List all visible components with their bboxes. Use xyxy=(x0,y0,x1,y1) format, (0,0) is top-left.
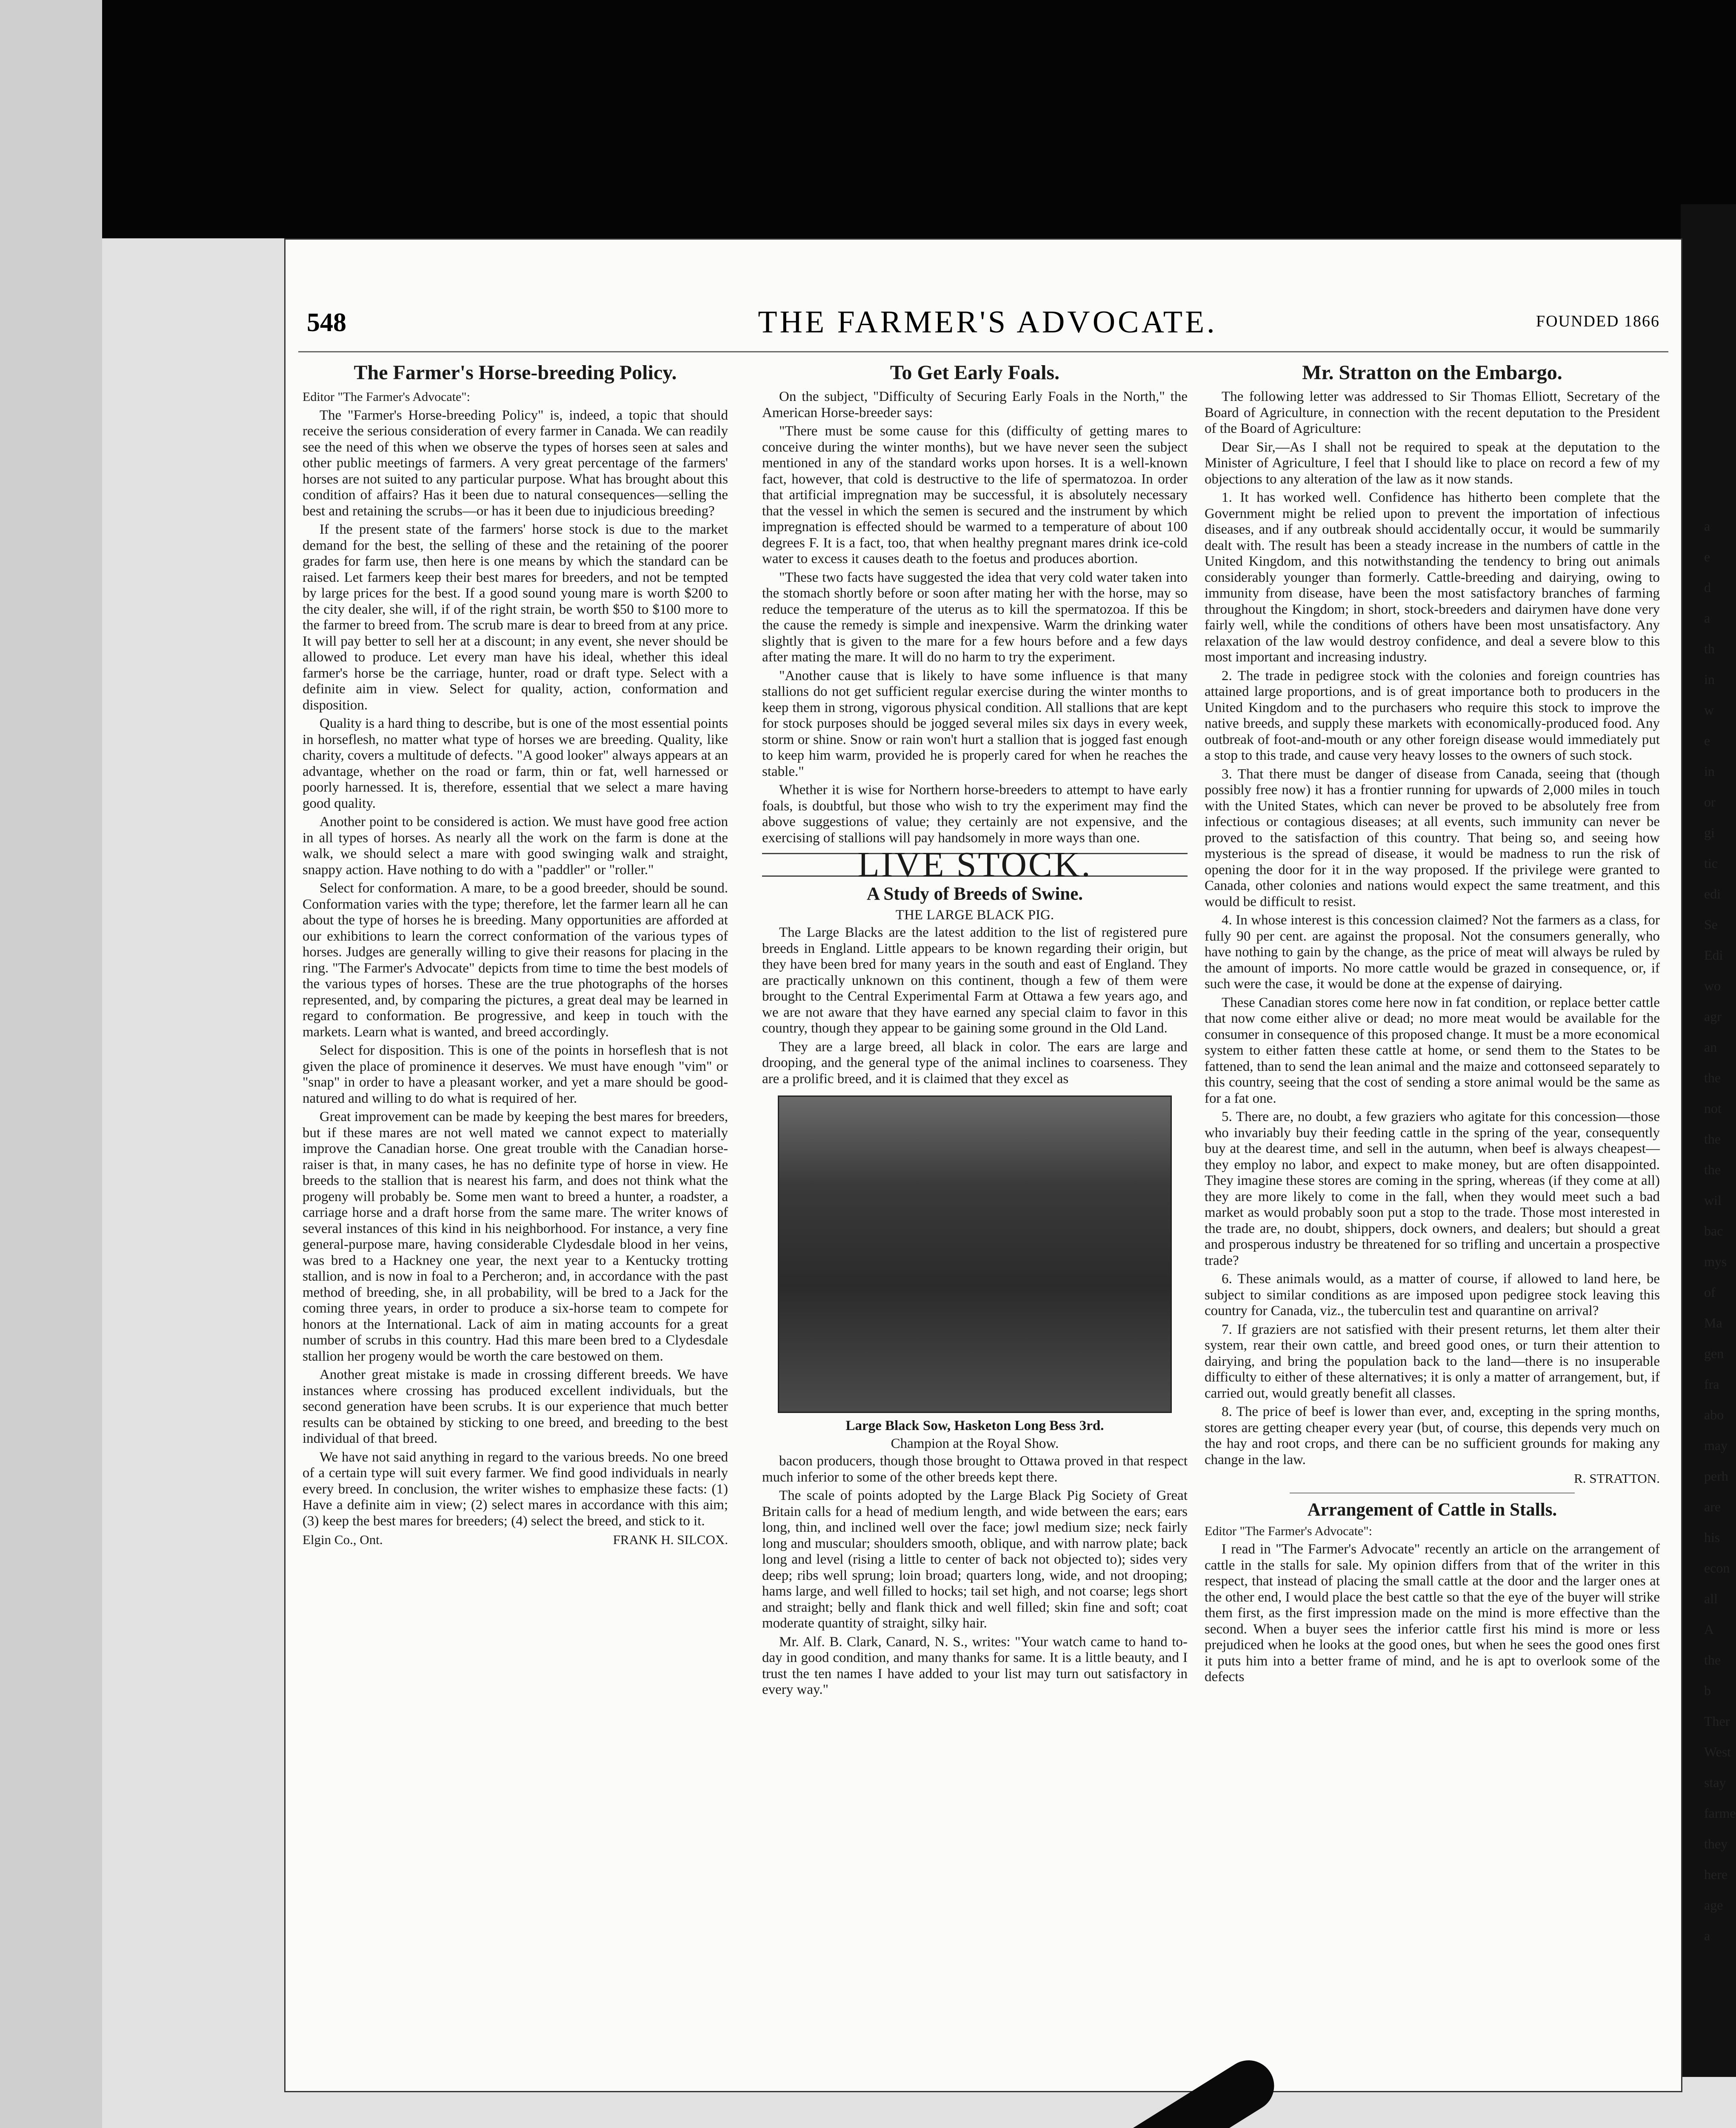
place: Elgin Co., Ont. xyxy=(303,1532,383,1547)
paragraph: 7. If graziers are not satisfied with their present returns, let them alter their system, rear their own cattle, and breed good ones, or turn their attention to dairying, and bring the population back to the land—there is no insuperable difficulty to either of these alternatives; it is only a matter of arrangement, but, if carried out, would greatly benefit all classes. xyxy=(1205,1321,1660,1401)
paragraph: "These two facts have suggested the idea that very cold water taken into the stomach shortly before or soon after mating her with the horse, may so reduce the temperature of the uterus as to kill the spermatozoa. If this be the cause the remedy is simple and inexpensive. Warm the drinking water slightly that is given to the mare for a few hours before and a few days after mating the mare. It will do no harm to try the experiment. xyxy=(762,569,1188,665)
paragraph: Mr. Alf. B. Clark, Canard, N. S., writes: "Your watch came to hand to-day in good condition, and many thanks for same. It is a little beauty, and I trust the ten names I have added to your list may turn out satisfactory in every way." xyxy=(762,1634,1188,1697)
paragraph: These Canadian stores come here now in fat condition, or replace better cattle that now come either alive or dead; no more meat would be available for the consumer in consequence of this proposed change. It must be a more economical system to either fatten these cattle at home, or send them to the States to be fattened, than to send the lean animal and the maize and cottonseed separately to this country, seeing that the cost of sending a store animal would be the same as for a fat one. xyxy=(1205,995,1660,1106)
paragraph: "There must be some cause for this (difficulty of getting mares to conceive during the winter months), but we have never seen the subject mentioned in any of the standard works upon horses. It is a well-known fact, however, that cold is destructive to the life of spermatozoa. In order that artificial impregnation may be successful, it is absolutely necessary that the vessel in which the semen is secured and the instrument by which impregnation is effected should be warmed to a temperature of about 100 degrees F. It is a fact, too, that when healthy pregnant mares drink ice-cold water to excess it causes death to the foetus and produces abortion. xyxy=(762,423,1188,566)
fragment: a xyxy=(1704,518,1710,534)
fragment: tic xyxy=(1704,855,1718,871)
fragment: d xyxy=(1704,580,1711,595)
fragment: econ xyxy=(1704,1560,1730,1576)
fragment: they xyxy=(1704,1836,1728,1851)
fragment: of xyxy=(1704,1284,1716,1300)
paragraph: 6. These animals would, as a matter of course, if allowed to land here, be subject to similar conditions as are imposed upon pedigree stock leaving this country for Canada, viz., the tuberculin test and quarantine on arrival? xyxy=(1205,1271,1660,1319)
article-subtitle: THE LARGE BLACK PIG. xyxy=(895,907,1054,923)
fragment: are xyxy=(1704,1499,1721,1514)
article-title: The Farmer's Horse-breeding Policy. xyxy=(354,361,677,384)
fragment: a xyxy=(1704,1928,1710,1943)
left-margin xyxy=(0,0,102,2128)
fragment: edi xyxy=(1704,886,1721,901)
fragment: perh xyxy=(1704,1468,1728,1484)
paragraph: 4. In whose interest is this concession claimed? Not the farmers as a class, for fully 90 per cent. are against the proposal. Not the consumers generally, who have nothing to gain by the change, as the price of meat will always be ruled by the amount of imports. No more cattle would be grazed in consequence, or, if such were the case, it would be done at the expense of dairying. xyxy=(1205,912,1660,992)
paragraph: bacon producers, though those brought to Ottawa proved in that respect much inferior to some of the other breeds kept there. xyxy=(762,1453,1188,1485)
paragraph: If the present state of the farmers' horse stock is due to the market demand for the best, the selling of these and the retaining of the poorer grades for farm use, then here is one means by which the standard can be raised. Let farmers keep their best mares for breeders, and not be tempted by large prices for the best. If a good sound young mare is worth $200 to the city dealer, she will, if of the right strain, be worth $50 to $100 more to the farmer to breed from. The scrub mare is dear to breed from at any price. It will pay better to sell her at a discount; in any event, she never should be allowed to produce. Let every man have his ideal, whether this ideal farmer's horse be the carriage, hunter, road or draft type. Select with a definite aim in view. Select for quality, action, conformation and disposition. xyxy=(303,522,728,713)
fragment: wo xyxy=(1704,978,1721,993)
paragraph: Quality is a hard thing to describe, but is one of the most essential points in horseflesh, no matter what type of horses we are breeding. Quality, like charity, covers a multitude of defects. "A good looker" always appears at an advantage, whether on the road or farm, thin or fat, well harnessed or poorly harnessed. It is, therefore, essential that we select a mare having good quality. xyxy=(303,716,728,811)
founded-note: FOUNDED 1866 xyxy=(1536,312,1660,330)
fragment: all xyxy=(1704,1591,1718,1606)
paragraph: I read in "The Farmer's Advocate" recently an article on the arrangement of cattle in the stalls for sale. My opinion differs from that of the writer in this respect, that instead of placing the small cattle at the door and the larger ones at the other end, I would place the best cattle so that the eye of the buyer will strike them first, as the first impression made on the mind is more effective than the second. When a buyer sees the inferior cattle first his mind is more or less prejudiced when he looks at the good ones, but when he sees the good ones first it puts him into a better frame of mind, and he is apt to overlook some of the defects xyxy=(1205,1542,1660,1685)
paragraph: The following letter was addressed to Sir Thomas Elliott, Secretary of the Board of Agriculture, in connection with the recent deputation to the President of the Board of Agriculture: xyxy=(1205,389,1660,436)
fragment: or xyxy=(1704,794,1716,809)
fragment: here xyxy=(1704,1867,1728,1882)
fragment: Ther xyxy=(1704,1713,1730,1729)
paragraph: On the subject, "Difficulty of Securing Early Foals in the North," the American Horse-breeder says: xyxy=(762,389,1188,420)
paragraph: 5. There are, no doubt, a few graziers who agitate for this concession—those who invariably buy their feeding cattle in the spring of the year, consequently buy at the dearest time, and sell in the autumn, when beef is always cheapest—they employ no labor, and expect to make money, but are often disappointed. They imagine these stores are coming in the spring, whereas (if they come at all) they are more likely to come in the fall, when they would meet such a bad market as would probably soon put a stop to the trade. Those most interested in the trade are, no doubt, shippers, dock owners, and dealers; but should a great and prosperous industry be threatened for so trifling and uncertain a prospective trade? xyxy=(1205,1109,1660,1268)
scan-top-shadow xyxy=(102,0,1736,238)
section-heading: LIVE STOCK. xyxy=(762,853,1188,877)
paragraph: They are a large breed, all black in color. The ears are large and drooping, and the general type of the animal inclines to coarseness. They are a prolific breed, and it is claimed that they excel as xyxy=(762,1039,1188,1087)
photo-caption: Large Black Sow, Hasketon Long Bess 3rd. xyxy=(845,1418,1104,1433)
column-early-foals xyxy=(762,361,1188,1701)
fragment: gi xyxy=(1704,825,1715,840)
fragment: fra xyxy=(1704,1376,1719,1392)
article-title: To Get Early Foals. xyxy=(890,361,1060,384)
paragraph: Another great mistake is made in crossing different breeds. We have instances where crossing has produced excellent individuals, but the second generation have been scrubs. It is our experience that much better results can be obtained by sticking to one breed, and breeding to the best individual of that breed. xyxy=(303,1367,728,1446)
fragment: mys xyxy=(1704,1254,1727,1269)
fragment: Edi xyxy=(1704,947,1723,963)
paragraph: Select for conformation. A mare, to be a good breeder, should be sound. Conformation varies with the type; therefore, let the farmer learn all he can about the type of horses he is breeding. Many opportunities are afforded at our exhibitions to learn the correct conformation of the various types of horses. Judges are generally willing to give their reasons for placing in the ring. "The Farmer's Advocate" depicts from time to time the best models of the various types of horses. These are the true photographs of the horses represented, and, by comparing the pictures, a great deal may be learned in regard to conformation. Be progressive, and keep in touch with the markets. Learn what is wanted, and breed accordingly. xyxy=(303,881,728,1040)
paragraph: Dear Sir,—As I shall not be required to speak at the deputation to the Minister of Agriculture, I feel that I should like to place on record a few of my objections to any alteration of the law as it now stands. xyxy=(1205,439,1660,487)
fragment: his xyxy=(1704,1530,1720,1545)
paragraph: 3. That there must be danger of disease from Canada, seeing that (though possibly free now) it has a frontier running for upwards of 2,000 miles in touch with the United States, which can never be proved to be absolutely free from infectious or contagious diseases; at all events, such immunity can never be proved to the satisfaction of this country. That being so, and seeing how mysterious is the spread of disease, it would be madness to run the risk of opening the door for it in the way proposed. If the privilege were granted to Canada, other colonies and nations would expect the same treatment, and this would be difficult to resist. xyxy=(1205,766,1660,910)
fragment: the xyxy=(1704,1652,1721,1668)
fragment: e xyxy=(1704,733,1710,748)
fragment: bac xyxy=(1704,1223,1723,1238)
photo-subcaption: Champion at the Royal Show. xyxy=(891,1436,1059,1451)
paragraph: Select for disposition. This is one of the points in horseflesh that is not given the place of prominence it deserves. We must have enough "vim" or "snap" in order to have a pleasant worker, and yet a mare should be good-natured and willing to do what is required of her. xyxy=(303,1043,728,1106)
page-number: 548 xyxy=(307,308,346,337)
paragraph: "Another cause that is likely to have some influence is that many stallions do not get sufficient regular exercise during the winter months to keep them in strong, vigorous physical condition. All stallions that are kept for stock purposes should be jogged several miles six days in every week, storm or shine. Snow or rain won't hurt a stallion that is jogged fast enough to keep him warm, provided he is properly cared for when he reaches the stable." xyxy=(762,668,1188,779)
column-horse-breeding xyxy=(303,361,728,1548)
fragment: stay xyxy=(1704,1775,1726,1790)
paragraph: 1. It has worked well. Confidence has hitherto been complete that the Government might be relied upon to prevent the importation of infectious diseases, and if any outbreak should accidentally occur, it would be summarily dealt with. The result has been a steady increase in the numbers of cattle in the United Kingdom, and this notwithstanding the tendency to bring out animals considerably younger than formerly. Cattle-breeding and dairying, owing to immunity from disease, have been the most satisfactory branches of farming throughout the Kingdom; in short, stock-breeders and dairymen have done very fairly well, while the conditions of others have been most unsatisfactory. Any relaxation of the law would destroy confidence, and deal a severe blow to this most important and increasing industry. xyxy=(1205,490,1660,665)
fragment: Ma xyxy=(1704,1315,1722,1330)
paragraph: 2. The trade in pedigree stock with the colonies and foreign countries has attained large proportions, and is of great importance both to producers in the United Kingdom and to the purchasers who require this stock to improve the native breeds, and supply these markets with economically-produced food. Any outbreak of foot-and-mouth or any other foreign disease would immediately put a stop to this trade, and cause very heavy losses to the owners of such stock. xyxy=(1205,668,1660,763)
fragment: in xyxy=(1704,672,1715,687)
fragment: the xyxy=(1704,1070,1721,1085)
page-header xyxy=(307,305,1660,346)
fragment: wil xyxy=(1704,1193,1722,1208)
newspaper-page xyxy=(284,238,1682,2092)
signature: FRANK H. SILCOX. xyxy=(613,1532,728,1547)
article-title: A Study of Breeds of Swine. xyxy=(866,884,1083,904)
fragment: Se xyxy=(1704,917,1718,932)
fragment: farme xyxy=(1704,1805,1736,1821)
fragment: in xyxy=(1704,764,1715,779)
sow-photograph xyxy=(778,1095,1172,1413)
signature-line xyxy=(303,1532,728,1548)
fragment: A xyxy=(1704,1622,1714,1637)
fragment: e xyxy=(1704,549,1710,564)
fragment: the xyxy=(1704,1131,1721,1147)
paragraph: The scale of points adopted by the Large Black Pig Society of Great Britain calls for a head of medium length, and wide between the ears; ears long, thin, and inclined well over the face; jowl medium size; neck fairly long and muscular; shoulders smooth, oblique, and with narrow plate; back long and level (rising a little to center of back not objected to); sides very deep; ribs well sprung; loin broad; quarters long, wide, and not drooping; hams large, and well filled to hocks; tail set high, and not coarse; legs short and straight; belly and flank thick and well filled; skin fine and soft; coat moderate quantity of straight, silky hair. xyxy=(762,1488,1188,1631)
fragment: West xyxy=(1704,1744,1731,1759)
masthead: THE FARMER'S ADVOCATE. xyxy=(758,305,1217,340)
fragment: gen xyxy=(1704,1346,1724,1361)
fragment: a xyxy=(1704,610,1710,626)
article-title: Arrangement of Cattle in Stalls. xyxy=(1307,1499,1557,1520)
adjacent-page-fragment xyxy=(1704,511,1734,1951)
header-rule xyxy=(298,351,1668,352)
fragment: may xyxy=(1704,1438,1728,1453)
fragment: w xyxy=(1704,702,1714,718)
column-embargo xyxy=(1205,361,1660,1688)
fragment: the xyxy=(1704,1162,1721,1177)
fragment: agr xyxy=(1704,1009,1722,1024)
fragment: abo xyxy=(1704,1407,1724,1422)
fragment: not xyxy=(1704,1101,1722,1116)
paragraph: 8. The price of beef is lower than ever, and, excepting in the spring months, stores are getting cheaper every year (but, of course, this depends very much on the hay and root crops, and there can be no sufficient grounds for making any change in the law. xyxy=(1205,1404,1660,1467)
paragraph: Another point to be considered is action. We must have good free action in all types of horses. As nearly all the work on the farm is done at the walk, we should select a mare with good swinging walk and straight, snappy action. Have nothing to do with a "paddler" or "roller." xyxy=(303,814,728,878)
editor-line: Editor "The Farmer's Advocate": xyxy=(303,390,470,404)
paragraph: The "Farmer's Horse-breeding Policy" is, indeed, a topic that should receive the serious consideration of every farmer in Canada. We can readily see the need of this when we observe the types of horses seen at sales and other public meetings of farmers. A very great percentage of the farmers' horses are not suited to any particular purpose. What has brought about this condition of affairs? Has it been due to natural consequences—selling the best and retaining the scrubs—or has it been due to injudicious breeding? xyxy=(303,407,728,519)
fragment: b xyxy=(1704,1683,1711,1698)
paragraph: Whether it is wise for Northern horse-breeders to attempt to have early foals, is doubtful, but those who wish to try the experiment may find the above suggestions of value; they certainly are not expensive, and the exercising of stallions will pay handsomely in more ways than one. xyxy=(762,782,1188,846)
fragment: an xyxy=(1704,1039,1717,1055)
paragraph: Great improvement can be made by keeping the best mares for breeders, but if these mares are not well mated we cannot expect to materially improve the Canadian horse. One great trouble with the Canadian horse-raiser is that, in many cases, he has no definite type of horse in view. He breeds to the stallion that is nearest his farm, and does not think what the progeny will probably be. Some men want to breed a hunter, a roadster, a carriage horse and a draft horse from the same mare. The writer knows of several instances of this kind in his neighborhood. For instance, a very fine general-purpose mare, having considerable Clydesdale blood in her veins, was bred to a Hackney one year, the next year to a Kentucky trotting stallion, and is now in foal to a Percheron; and, in accordance with the past method of breeding, she, in all probability, will be bred to a Jack for the coming three years, in order to produce a six-horse team to compete for honors at the International. Lack of aim in mating accounts for a great number of scrubs in this country. Had this mare been bred to a Clydesdale stallion her progeny would be worth the care bestowed on them. xyxy=(303,1109,728,1364)
paragraph: The Large Blacks are the latest addition to the list of registered pure breeds in England. Little appears to be known regarding their origin, but they have been bred for many years in the south and east of England. They are practically unknown on this continent, though a few of them were brought to the Central Experimental Farm at Ottawa a few years ago, and we are not aware that they have earned any special claim to favor in this country, though they appear to be gaining some ground in the Old Land. xyxy=(762,925,1188,1036)
fragment: age xyxy=(1704,1897,1723,1913)
article-title: Mr. Stratton on the Embargo. xyxy=(1302,361,1562,384)
signature: R. STRATTON. xyxy=(1574,1471,1660,1486)
paragraph: We have not said anything in regard to the various breeds. No one breed of a certain type will suit every farmer. We find good individuals in nearly every breed. In conclusion, the writer wishes to emphasize these facts: (1) Have a definite aim in view; (2) select mares in accordance with this aim; (3) keep the best mares for breeders; (4) select the breed, and stick to it. xyxy=(303,1449,728,1529)
fragment: th xyxy=(1704,641,1715,656)
editor-line: Editor "The Farmer's Advocate": xyxy=(1205,1524,1372,1538)
